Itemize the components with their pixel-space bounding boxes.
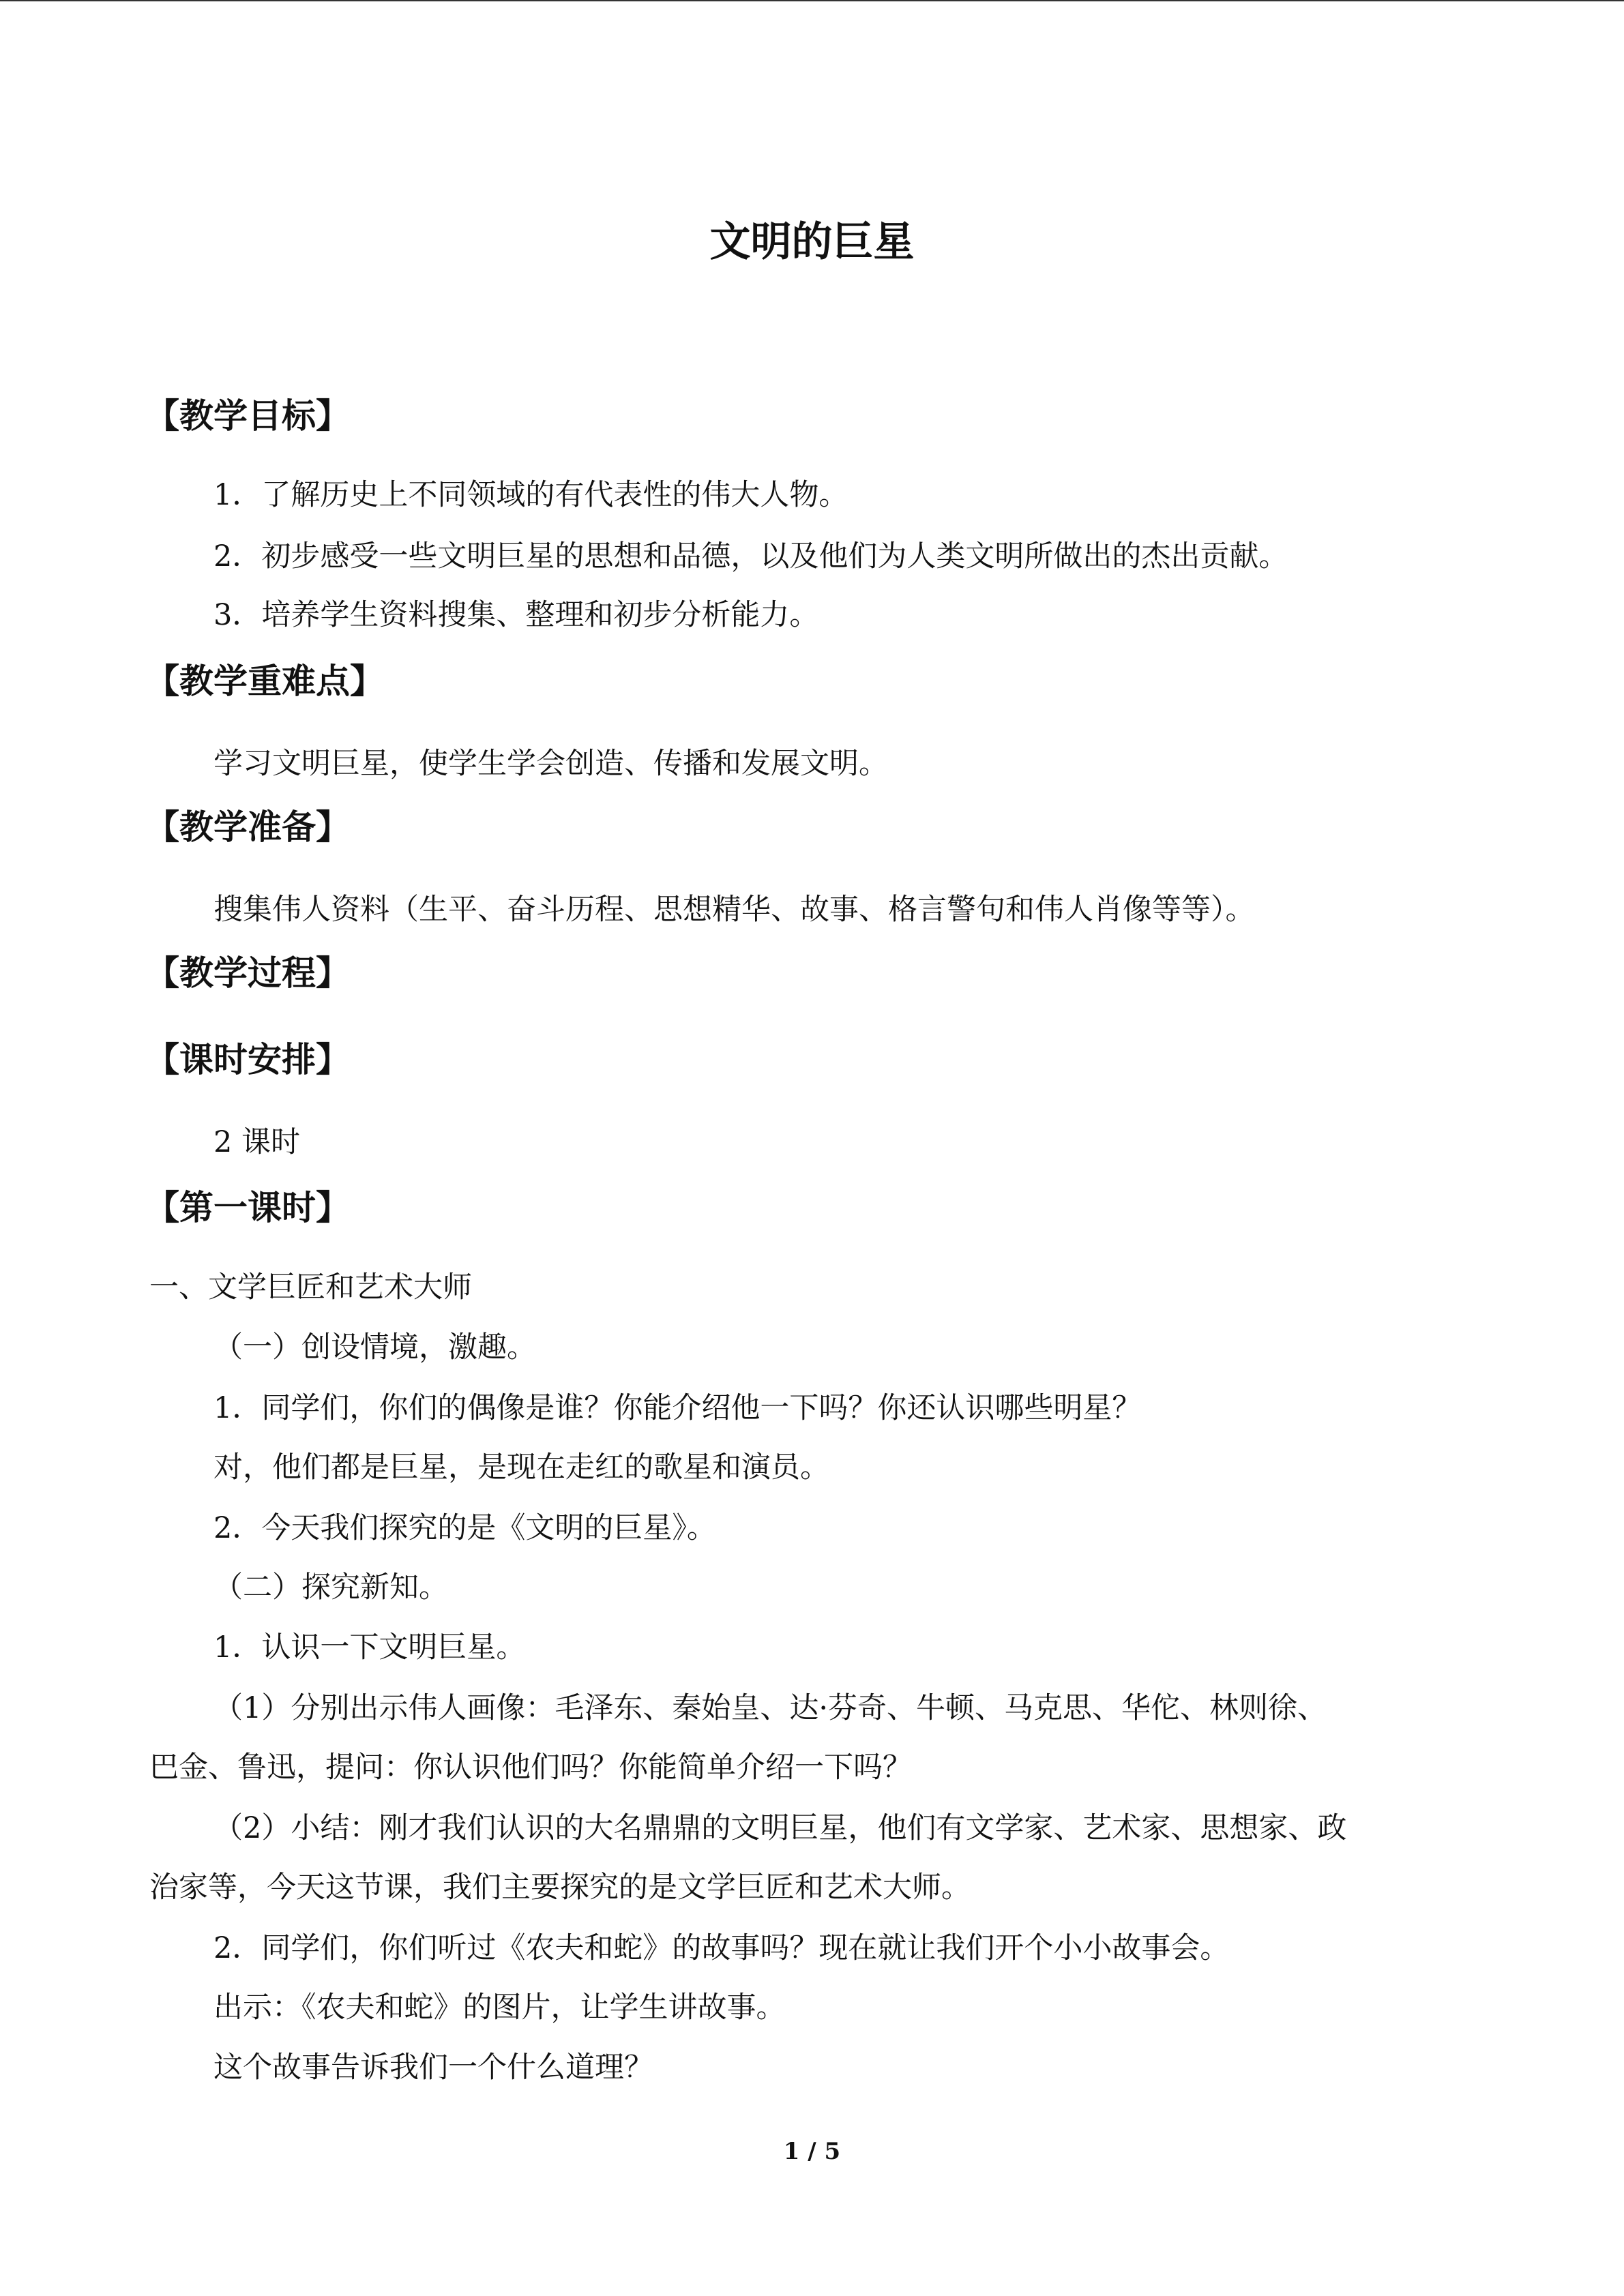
schedule-text: 2 课时	[213, 1125, 301, 1159]
key-points-text: 学习文明巨星，使学生学会创造、传播和发展文明。	[213, 747, 888, 781]
lesson-line-7: 2．同学们，你们听过《农夫和蛇》的故事吗？现在就让我们开个小小故事会。	[213, 1931, 1230, 1965]
page-indicator: 1 / 5	[783, 2138, 841, 2165]
lesson-line-5: （二）探究新知。	[213, 1570, 448, 1605]
lesson-line-4: 2．今天我们探究的是《文明的巨星》。	[213, 1511, 716, 1545]
paragraph-1-line-1: （1）分别出示伟人画像：毛泽东、秦始皇、达·芬奇、牛顿、马克思、华佗、林则徐、	[213, 1691, 1327, 1725]
paragraph-1-line-2: 巴金、鲁迅，提问：你认识他们吗？你能简单介绍一下吗？	[149, 1750, 912, 1785]
goal-item-2: 2．初步感受一些文明巨星的思想和品德，以及他们为人类文明所做出的杰出贡献。	[213, 539, 1288, 573]
goal-item-1: 1．了解历史上不同领域的有代表性的伟大人物。	[213, 478, 848, 512]
preparation-text: 搜集伟人资料（生平、奋斗历程、思想精华、故事、格言警句和伟人肖像等等）。	[213, 893, 1255, 927]
heading-schedule: 【课时安排】	[145, 1040, 350, 1079]
paragraph-2-line-2: 治家等，今天这节课，我们主要探究的是文学巨匠和艺术大师。	[149, 1870, 971, 1905]
section-literature-art: 一、文学巨匠和艺术大师	[149, 1270, 472, 1304]
heading-teaching-process: 【教学过程】	[145, 953, 350, 993]
lesson-line-1: （一）创设情境，激趣。	[213, 1330, 536, 1365]
heading-key-points: 【教学重难点】	[145, 661, 384, 701]
page-title: 文明的巨星	[709, 218, 915, 266]
heading-teaching-goals: 【教学目标】	[145, 396, 350, 436]
heading-preparation: 【教学准备】	[145, 807, 350, 847]
lesson-line-2: 1．同学们，你们的偶像是谁？你能介绍他一下吗？你还认识哪些明星？	[213, 1391, 1142, 1425]
lesson-line-3: 对，他们都是巨星，是现在走红的歌星和演员。	[213, 1450, 829, 1485]
lesson-line-6: 1．认识一下文明巨星。	[213, 1630, 526, 1665]
lesson-line-9: 这个故事告诉我们一个什么道理？	[213, 2051, 653, 2085]
lesson-line-8: 出示：《农夫和蛇》的图片，让学生讲故事。	[213, 1991, 786, 2025]
paragraph-2-line-1: （2）小结：刚才我们认识的大名鼎鼎的文明巨星，他们有文学家、艺术家、思想家、政	[213, 1811, 1347, 1845]
goal-item-3: 3．培养学生资料搜集、整理和初步分析能力。	[213, 598, 819, 632]
heading-lesson-1: 【第一课时】	[145, 1188, 350, 1227]
